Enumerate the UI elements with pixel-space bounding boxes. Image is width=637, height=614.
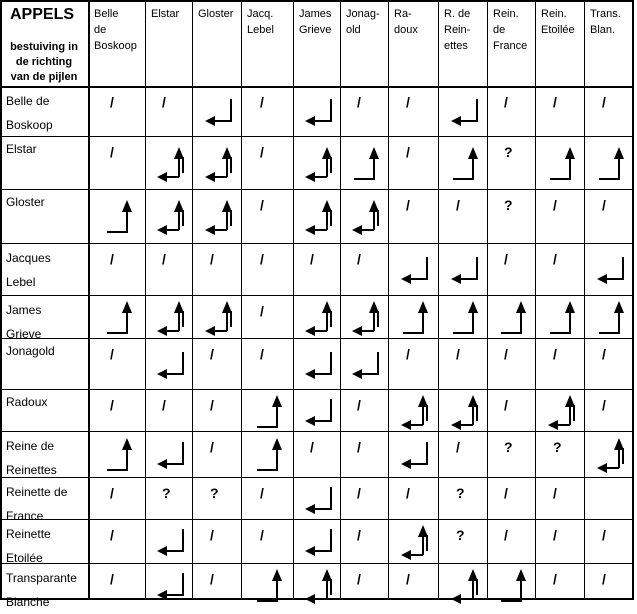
double-arrow-icon xyxy=(393,521,441,569)
grid-hline xyxy=(0,86,634,88)
unknown-mark: ? xyxy=(504,144,513,160)
double-arrow-icon xyxy=(197,196,245,244)
left-arrowhead xyxy=(401,550,411,560)
up-arrow-line xyxy=(599,311,619,333)
row-header: James Grieve xyxy=(6,303,42,341)
left-arrowhead xyxy=(305,369,315,379)
compat-slash: / xyxy=(504,94,508,110)
compat-slash: / xyxy=(357,439,361,455)
bent-arrow-icon xyxy=(443,249,491,297)
compat-slash: / xyxy=(553,94,557,110)
left-arrowhead xyxy=(597,463,607,473)
up-arrow-icon xyxy=(443,143,491,191)
row-header: Jonagold xyxy=(6,344,55,358)
up-arrow-icon xyxy=(97,297,145,345)
left-arrowhead xyxy=(205,172,215,182)
left-arrowhead xyxy=(352,326,362,336)
up-arrowhead xyxy=(122,438,132,450)
left-arrowhead xyxy=(305,326,315,336)
compat-slash: / xyxy=(260,251,264,267)
up-arrowhead xyxy=(122,200,132,212)
compat-slash: / xyxy=(406,571,410,587)
left-arrowhead xyxy=(451,420,461,430)
compat-slash: / xyxy=(210,251,214,267)
up-arrow-icon xyxy=(247,565,295,613)
up-arrowhead xyxy=(516,569,526,581)
compat-slash: / xyxy=(553,485,557,501)
compat-slash: / xyxy=(357,571,361,587)
unknown-mark: ? xyxy=(504,439,513,455)
left-arrowhead xyxy=(157,459,167,469)
double-arrow-icon xyxy=(443,565,491,613)
compat-slash: / xyxy=(260,303,264,319)
column-header: Elstar xyxy=(151,8,180,20)
bent-arrow-line xyxy=(459,99,477,121)
bent-arrow-icon xyxy=(297,344,345,392)
up-arrow-line xyxy=(257,579,277,601)
up-arrowhead xyxy=(516,301,526,313)
left-arrowhead xyxy=(305,172,315,182)
left-arrowhead xyxy=(157,326,167,336)
compat-slash: / xyxy=(357,397,361,413)
left-arrowhead xyxy=(597,274,607,284)
up-arrow-line xyxy=(257,448,277,470)
compat-slash: / xyxy=(456,439,460,455)
bent-arrow-icon xyxy=(393,249,441,297)
up-arrowhead xyxy=(565,147,575,159)
column-header: Jacq. Lebel xyxy=(247,8,274,36)
up-arrow-line xyxy=(550,311,570,333)
row-header: Transparante Blanche xyxy=(6,571,77,609)
compat-slash: / xyxy=(406,94,410,110)
compat-slash: / xyxy=(504,485,508,501)
double-arrow-icon xyxy=(149,143,197,191)
up-arrow-line xyxy=(453,311,473,333)
compat-slash: / xyxy=(456,346,460,362)
up-arrow-line xyxy=(501,311,521,333)
bent-arrow-line xyxy=(313,487,331,509)
column-header: R. de Rein- ettes xyxy=(444,8,471,52)
bent-arrow-icon xyxy=(149,434,197,482)
compat-slash: / xyxy=(162,251,166,267)
double-arrow-icon xyxy=(297,297,345,345)
left-arrowhead xyxy=(451,116,461,126)
row-header: Elstar xyxy=(6,142,37,156)
grid-vline xyxy=(88,0,90,600)
compat-slash: / xyxy=(553,571,557,587)
column-header: Ra- doux xyxy=(394,8,418,36)
bent-arrow-icon xyxy=(149,565,197,613)
column-header: Rein. de France xyxy=(493,8,528,52)
up-arrowhead xyxy=(272,395,282,407)
bent-arrow-icon xyxy=(393,434,441,482)
compat-slash: / xyxy=(406,197,410,213)
compat-slash: / xyxy=(110,346,114,362)
up-arrow-icon xyxy=(491,565,539,613)
left-arrowhead xyxy=(305,504,315,514)
unknown-mark: ? xyxy=(456,527,465,543)
compat-slash: / xyxy=(504,251,508,267)
compat-slash: / xyxy=(162,397,166,413)
bent-arrow-icon xyxy=(297,479,345,527)
up-arrow-line xyxy=(599,157,619,179)
up-arrow-line xyxy=(501,579,521,601)
up-arrowhead xyxy=(122,301,132,313)
up-arrow-line xyxy=(354,157,374,179)
left-arrowhead xyxy=(157,225,167,235)
column-header: Gloster xyxy=(198,8,234,20)
compat-slash: / xyxy=(602,346,606,362)
double-arrow-icon xyxy=(197,297,245,345)
up-arrow-icon xyxy=(540,297,588,345)
up-arrow-line xyxy=(257,405,277,427)
column-header: James Grieve xyxy=(299,8,332,36)
left-arrowhead xyxy=(205,225,215,235)
bent-arrow-icon xyxy=(297,391,345,439)
bent-arrow-icon xyxy=(297,91,345,139)
compat-slash: / xyxy=(553,346,557,362)
column-header: Jonag- old xyxy=(346,8,380,36)
bent-arrow-icon xyxy=(197,91,245,139)
compat-slash: / xyxy=(406,144,410,160)
bent-arrow-icon xyxy=(344,344,392,392)
compat-slash: / xyxy=(260,144,264,160)
row-header: Reine de Reinettes xyxy=(6,439,57,477)
up-arrow-icon xyxy=(540,143,588,191)
compat-slash: / xyxy=(602,197,606,213)
compat-slash: / xyxy=(357,485,361,501)
double-arrow-icon xyxy=(393,391,441,439)
up-arrow-icon xyxy=(393,297,441,345)
up-arrowhead xyxy=(614,147,624,159)
compat-slash: / xyxy=(602,397,606,413)
corner-header xyxy=(0,0,88,86)
up-arrowhead xyxy=(565,301,575,313)
compat-slash: / xyxy=(162,94,166,110)
bent-arrow-icon xyxy=(297,521,345,569)
bent-arrow-icon xyxy=(443,91,491,139)
double-arrow-icon xyxy=(589,434,637,482)
double-arrow-icon xyxy=(297,565,345,613)
bent-arrow-line xyxy=(459,257,477,279)
up-arrowhead xyxy=(614,301,624,313)
left-arrowhead xyxy=(352,225,362,235)
bent-arrow-line xyxy=(313,529,331,551)
compat-slash: / xyxy=(260,197,264,213)
left-arrowhead xyxy=(401,420,411,430)
compat-slash: / xyxy=(260,346,264,362)
left-arrowhead xyxy=(401,274,411,284)
up-arrow-line xyxy=(107,311,127,333)
up-arrowhead xyxy=(468,147,478,159)
unknown-mark: ? xyxy=(210,485,219,501)
row-header: Jacques Lebel xyxy=(6,251,51,289)
up-arrow-icon xyxy=(589,143,637,191)
compat-slash: / xyxy=(210,527,214,543)
up-arrow-icon xyxy=(247,434,295,482)
compat-slash: / xyxy=(504,397,508,413)
compat-slash: / xyxy=(260,485,264,501)
bent-arrow-line xyxy=(605,257,623,279)
double-arrow-icon xyxy=(540,391,588,439)
up-arrowhead xyxy=(369,147,379,159)
left-arrowhead xyxy=(305,416,315,426)
row-header: Radoux xyxy=(6,395,48,409)
up-arrowhead xyxy=(272,569,282,581)
left-arrowhead xyxy=(451,594,461,604)
up-arrow-line xyxy=(403,311,423,333)
left-arrowhead xyxy=(548,420,558,430)
up-arrowhead xyxy=(468,301,478,313)
bent-arrow-line xyxy=(313,399,331,421)
up-arrowhead xyxy=(418,301,428,313)
bent-arrow-line xyxy=(213,99,231,121)
compat-slash: / xyxy=(504,346,508,362)
bent-arrow-line xyxy=(409,257,427,279)
double-arrow-icon xyxy=(197,143,245,191)
compat-slash: / xyxy=(110,144,114,160)
unknown-mark: ? xyxy=(162,485,171,501)
left-arrowhead xyxy=(157,369,167,379)
double-arrow-icon xyxy=(297,143,345,191)
compat-slash: / xyxy=(110,251,114,267)
up-arrow-line xyxy=(107,210,127,232)
compat-slash: / xyxy=(110,527,114,543)
row-header: Reinette de France xyxy=(6,485,68,523)
compat-slash: / xyxy=(260,527,264,543)
grid-vline xyxy=(145,0,146,600)
left-arrowhead xyxy=(157,172,167,182)
compat-slash: / xyxy=(210,397,214,413)
double-arrow-icon xyxy=(443,391,491,439)
compat-slash: / xyxy=(357,251,361,267)
compat-slash: / xyxy=(110,94,114,110)
bent-arrow-line xyxy=(165,352,183,374)
table-subtitle: bestuiving in de richting van de pijlen xyxy=(10,41,78,83)
compat-slash: / xyxy=(406,346,410,362)
up-arrow-icon xyxy=(97,434,145,482)
up-arrow-icon xyxy=(97,196,145,244)
left-arrowhead xyxy=(205,116,215,126)
compat-slash: / xyxy=(553,197,557,213)
compat-slash: / xyxy=(602,571,606,587)
up-arrow-icon xyxy=(344,143,392,191)
bent-arrow-icon xyxy=(589,249,637,297)
up-arrow-line xyxy=(107,448,127,470)
compat-slash: / xyxy=(602,527,606,543)
table-title: APPELS xyxy=(10,6,75,23)
unknown-mark: ? xyxy=(504,197,513,213)
bent-arrow-line xyxy=(165,442,183,464)
grid-vline xyxy=(293,0,294,600)
up-arrow-line xyxy=(550,157,570,179)
up-arrow-icon xyxy=(491,297,539,345)
row-header: Reinette Etoilée xyxy=(6,527,51,565)
left-arrowhead xyxy=(305,546,315,556)
compat-slash: / xyxy=(357,527,361,543)
bent-arrow-icon xyxy=(149,521,197,569)
double-arrow-icon xyxy=(297,196,345,244)
row-header: Belle de Boskoop xyxy=(6,94,53,132)
left-arrowhead xyxy=(305,594,315,604)
up-arrow-line xyxy=(453,157,473,179)
compat-slash: / xyxy=(456,197,460,213)
double-arrow-icon xyxy=(344,297,392,345)
left-arrowhead xyxy=(305,116,315,126)
up-arrow-icon xyxy=(247,391,295,439)
compat-slash: / xyxy=(110,485,114,501)
compat-slash: / xyxy=(553,527,557,543)
column-header: Trans. Blan. xyxy=(590,8,621,36)
column-header: Belle de Boskoop xyxy=(94,8,137,52)
compat-slash: / xyxy=(210,571,214,587)
left-arrowhead xyxy=(352,369,362,379)
compat-slash: / xyxy=(553,251,557,267)
grid-hline xyxy=(0,477,634,478)
row-header: Gloster xyxy=(6,195,45,209)
bent-arrow-line xyxy=(360,352,378,374)
unknown-mark: ? xyxy=(553,439,562,455)
left-arrowhead xyxy=(305,225,315,235)
compat-slash: / xyxy=(210,346,214,362)
double-arrow-icon xyxy=(344,196,392,244)
compat-slash: / xyxy=(357,94,361,110)
bent-arrow-line xyxy=(165,529,183,551)
bent-arrow-line xyxy=(409,442,427,464)
compat-slash: / xyxy=(310,439,314,455)
left-arrowhead xyxy=(157,546,167,556)
bent-arrow-line xyxy=(313,99,331,121)
grid-hline xyxy=(0,295,634,296)
compat-slash: / xyxy=(310,251,314,267)
compat-slash: / xyxy=(110,571,114,587)
compat-slash: / xyxy=(260,94,264,110)
compat-slash: / xyxy=(406,485,410,501)
left-arrowhead xyxy=(157,590,167,600)
left-arrowhead xyxy=(205,326,215,336)
double-arrow-icon xyxy=(149,297,197,345)
up-arrow-icon xyxy=(443,297,491,345)
up-arrow-icon xyxy=(589,297,637,345)
bent-arrow-icon xyxy=(149,344,197,392)
column-header: Rein. Etoilée xyxy=(541,8,575,36)
unknown-mark: ? xyxy=(456,485,465,501)
bent-arrow-line xyxy=(313,352,331,374)
compat-slash: / xyxy=(210,439,214,455)
compat-slash: / xyxy=(110,397,114,413)
compat-slash: / xyxy=(602,94,606,110)
left-arrowhead xyxy=(401,459,411,469)
compat-slash: / xyxy=(504,527,508,543)
left-arrowhead xyxy=(451,274,461,284)
up-arrowhead xyxy=(272,438,282,450)
bent-arrow-line xyxy=(165,573,183,595)
double-arrow-icon xyxy=(149,196,197,244)
